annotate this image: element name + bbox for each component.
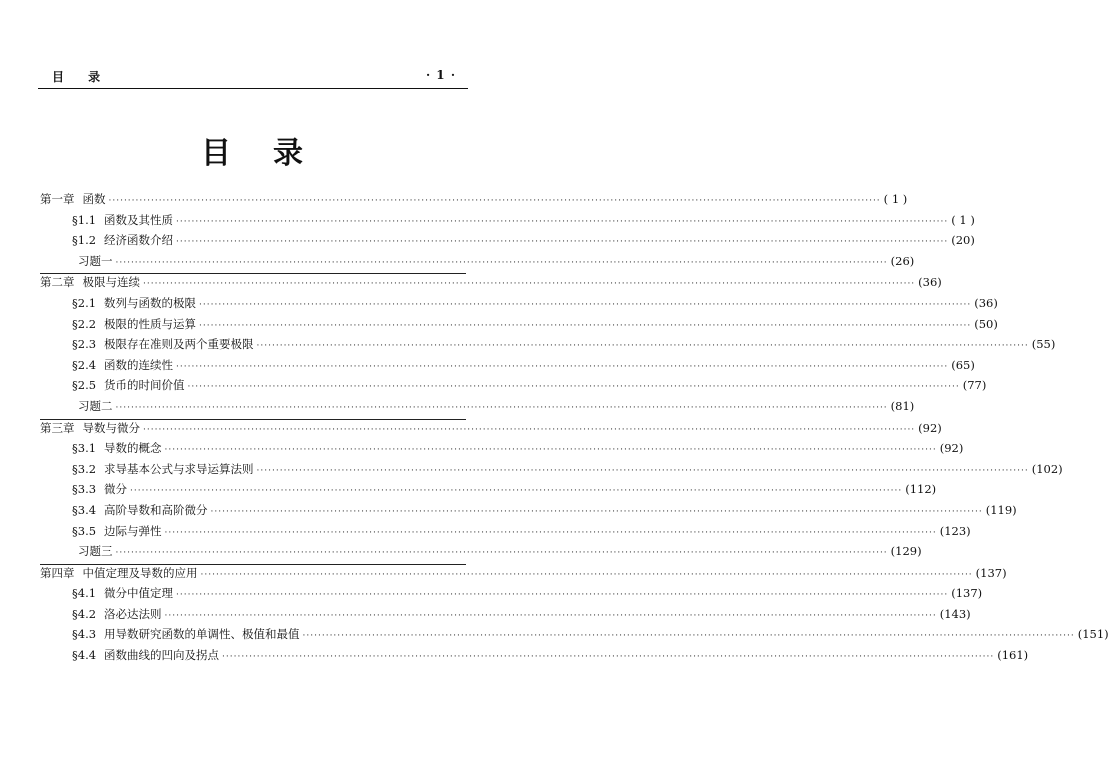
toc-entry-title: 数列与函数的极限 bbox=[104, 295, 197, 310]
toc-entry-number: §4.4 bbox=[72, 648, 97, 663]
toc-entry-page: (20) bbox=[951, 233, 975, 248]
toc-entry-chapter[interactable] bbox=[40, 420, 942, 441]
dot-leader: ········································································································································································································ bbox=[115, 402, 888, 413]
running-header bbox=[38, 64, 468, 86]
toc-entry-page: (26) bbox=[890, 253, 915, 268]
dot-leader: ········································································································································································································ bbox=[164, 445, 937, 456]
dot-leader: ········································································································································································································ bbox=[143, 424, 916, 435]
toc-entry-number: 第二章 bbox=[40, 275, 75, 290]
toc-entry-page: (77) bbox=[962, 378, 987, 393]
dot-leader: ········································································································································································································ bbox=[176, 361, 949, 372]
toc-entry-title: 极限与连续 bbox=[82, 275, 140, 290]
toc-entry-number: §3.2 bbox=[72, 461, 97, 476]
toc-entry-section[interactable] bbox=[40, 440, 964, 461]
dot-leader: ········································································································································································································ bbox=[210, 506, 983, 517]
toc-entry-title: 求导基本公式与求导运算法则 bbox=[104, 461, 254, 476]
toc-entry-page: (65) bbox=[951, 357, 975, 372]
dot-leader: ········································································································································································································ bbox=[199, 299, 972, 310]
dot-leader: ········································································································································································································ bbox=[164, 527, 937, 538]
toc-entry-title: 经济函数介绍 bbox=[104, 233, 174, 248]
toc-entry-title: 函数的连续性 bbox=[104, 357, 174, 372]
toc-entry-page: (50) bbox=[974, 316, 998, 331]
toc-entry-title: 导数的概念 bbox=[104, 441, 162, 456]
toc-entry-section[interactable] bbox=[40, 502, 1017, 523]
toc-entry-number: §1.2 bbox=[72, 233, 97, 248]
toc-entry-page: (81) bbox=[890, 398, 915, 413]
toc-entry-number: §2.2 bbox=[72, 316, 97, 331]
toc-entry-section[interactable] bbox=[40, 523, 971, 544]
toc-entry-title: 微分 bbox=[104, 482, 128, 497]
toc-entry-label bbox=[72, 295, 196, 311]
toc-entry-label bbox=[78, 543, 113, 559]
toc-entry-label bbox=[72, 523, 162, 539]
toc-entry-label bbox=[72, 316, 196, 332]
toc-entry-section[interactable] bbox=[40, 461, 1063, 482]
toc-entry-label bbox=[72, 336, 254, 352]
toc-entry-chapter[interactable] bbox=[40, 274, 942, 295]
toc-entry-page: (123) bbox=[939, 523, 971, 538]
dot-leader: ········································································································································································································ bbox=[256, 465, 1029, 476]
toc-entry-title: 习题一 bbox=[78, 253, 113, 268]
toc-entry-page: (55) bbox=[1031, 337, 1056, 352]
toc-entry-title: 函数 bbox=[82, 192, 106, 206]
toc-entry-exercise[interactable] bbox=[40, 543, 922, 564]
toc-entry-number: §3.5 bbox=[72, 523, 97, 538]
toc-entry-label bbox=[72, 461, 254, 477]
toc-entry-label bbox=[72, 647, 219, 663]
toc-entry-label bbox=[72, 606, 162, 622]
toc-entry-section[interactable] bbox=[40, 295, 998, 316]
toc-entry-label bbox=[40, 420, 140, 436]
toc-entry-section[interactable] bbox=[40, 377, 987, 398]
toc-entry-page: (92) bbox=[939, 441, 964, 456]
header-page-number: · 1 · bbox=[425, 68, 456, 82]
toc-entry-section[interactable] bbox=[40, 336, 1056, 357]
toc-entry-number: §4.1 bbox=[72, 586, 97, 601]
toc-entry-number: §2.5 bbox=[72, 378, 97, 393]
toc-entry-title: 货币的时间价值 bbox=[104, 378, 185, 393]
toc-entry-chapter[interactable] bbox=[40, 565, 1007, 586]
toc-entry-section[interactable] bbox=[40, 232, 975, 253]
dot-leader: ········································································································································································································ bbox=[164, 610, 937, 621]
toc-entry-page: (129) bbox=[890, 544, 922, 559]
toc-entry-title: 函数及其性质 bbox=[104, 212, 174, 227]
toc-entry-title: 微分中值定理 bbox=[104, 586, 174, 601]
toc-entry-page: (137) bbox=[951, 586, 983, 601]
dot-leader: ········································································································································································································ bbox=[256, 341, 1029, 352]
toc-entry-page: ( 1 ) bbox=[883, 192, 908, 206]
dot-leader: ········································································································································································································ bbox=[200, 569, 973, 580]
toc-entry-page: (143) bbox=[939, 606, 971, 621]
toc-entry-exercise[interactable] bbox=[40, 253, 915, 274]
toc-entry-chapter[interactable] bbox=[40, 191, 908, 212]
dot-leader: ········································································································································································································ bbox=[115, 257, 888, 268]
toc-entry-number: §1.1 bbox=[72, 212, 97, 227]
toc-entry-page: ( 1 ) bbox=[951, 212, 975, 227]
toc-entry-title: 习题二 bbox=[78, 398, 113, 413]
toc-entry-label bbox=[72, 377, 185, 393]
dot-leader: ········································································································································································································ bbox=[176, 216, 949, 227]
toc-entry-title: 边际与弹性 bbox=[104, 523, 162, 538]
toc-entry-page: (36) bbox=[918, 275, 942, 290]
dot-leader: ········································································································································································································ bbox=[176, 590, 949, 601]
toc-entry-label bbox=[72, 626, 300, 642]
toc-entry-section[interactable] bbox=[40, 481, 937, 502]
toc-entry-label bbox=[40, 191, 106, 207]
toc-entry-section[interactable] bbox=[40, 626, 1109, 647]
toc-entry-label bbox=[72, 502, 208, 518]
toc-entry-section[interactable] bbox=[40, 212, 975, 233]
toc-entry-page: (137) bbox=[975, 565, 1007, 580]
page-title: 目录 bbox=[201, 136, 345, 171]
toc-entry-section[interactable] bbox=[40, 357, 975, 378]
header-rule bbox=[38, 88, 468, 89]
toc-entry-label bbox=[78, 398, 113, 414]
toc-entry-label bbox=[40, 274, 140, 290]
toc-entry-section[interactable] bbox=[40, 316, 998, 337]
toc-entry-number: §2.1 bbox=[72, 295, 97, 310]
toc-entry-number: §4.2 bbox=[72, 606, 97, 621]
toc-entry-title: 极限存在准则及两个重要极限 bbox=[104, 337, 254, 352]
dot-leader: ········································································································································································································ bbox=[108, 196, 881, 206]
toc-entry-page: (119) bbox=[985, 502, 1017, 517]
dot-leader: ········································································································································································································ bbox=[130, 486, 903, 497]
dot-leader: ········································································································································································································ bbox=[143, 279, 916, 290]
toc-entry-number: §4.3 bbox=[72, 627, 97, 642]
header-section-label: 目 录 bbox=[52, 70, 111, 84]
toc-entry-title: 习题三 bbox=[78, 544, 113, 559]
toc-entry-section[interactable] bbox=[40, 647, 1029, 668]
toc-entry-number: 第四章 bbox=[40, 565, 75, 580]
toc-entry-label bbox=[72, 585, 173, 601]
dot-leader: ········································································································································································································ bbox=[222, 652, 995, 663]
toc-entry-number: 第三章 bbox=[40, 420, 75, 435]
toc-entry-page: (161) bbox=[997, 648, 1029, 663]
toc-entry-number: §3.4 bbox=[72, 502, 97, 517]
toc-entry-label bbox=[72, 357, 173, 373]
dot-leader: ········································································································································································································ bbox=[176, 237, 949, 248]
toc-entry-label bbox=[72, 440, 162, 456]
dot-leader: ········································································································································································································ bbox=[115, 548, 888, 559]
toc-entry-number: §2.3 bbox=[72, 337, 97, 352]
toc-entry-title: 导数与微分 bbox=[82, 420, 140, 435]
toc-entry-label bbox=[72, 481, 127, 497]
toc-entry-page: (102) bbox=[1031, 461, 1063, 476]
toc-entry-label bbox=[72, 212, 173, 228]
dot-leader: ········································································································································································································ bbox=[302, 631, 1075, 642]
toc-entry-page: (112) bbox=[905, 482, 937, 497]
toc-entry-page: (151) bbox=[1077, 627, 1109, 642]
toc-entry-page: (36) bbox=[974, 295, 998, 310]
toc-entry-section[interactable] bbox=[40, 585, 983, 606]
toc-entry-page: (92) bbox=[918, 420, 942, 435]
dot-leader: ········································································································································································································ bbox=[187, 382, 960, 393]
toc-entry-label bbox=[72, 232, 173, 248]
toc-entry-number: §2.4 bbox=[72, 357, 97, 372]
toc-entry-title: 用导数研究函数的单调性、极值和最值 bbox=[104, 627, 300, 642]
toc-entry-title: 洛必达法则 bbox=[104, 606, 162, 621]
toc-entry-number: §3.3 bbox=[72, 482, 97, 497]
toc-entry-number: §3.1 bbox=[72, 441, 97, 456]
toc-entry-number: 第一章 bbox=[40, 192, 75, 206]
toc-entry-title: 高阶导数和高阶微分 bbox=[104, 502, 208, 517]
toc-entry-title: 中值定理及导数的应用 bbox=[82, 565, 198, 580]
toc-entry-exercise[interactable] bbox=[40, 398, 915, 419]
toc-entry-label bbox=[78, 253, 113, 269]
toc-entry-label bbox=[40, 565, 198, 581]
toc-entry-title: 极限的性质与运算 bbox=[104, 316, 197, 331]
toc-entry-section[interactable] bbox=[40, 606, 971, 627]
dot-leader: ········································································································································································································ bbox=[199, 320, 972, 331]
toc-entry-title: 函数曲线的凹向及拐点 bbox=[104, 648, 220, 663]
table-of-contents bbox=[40, 190, 1109, 668]
